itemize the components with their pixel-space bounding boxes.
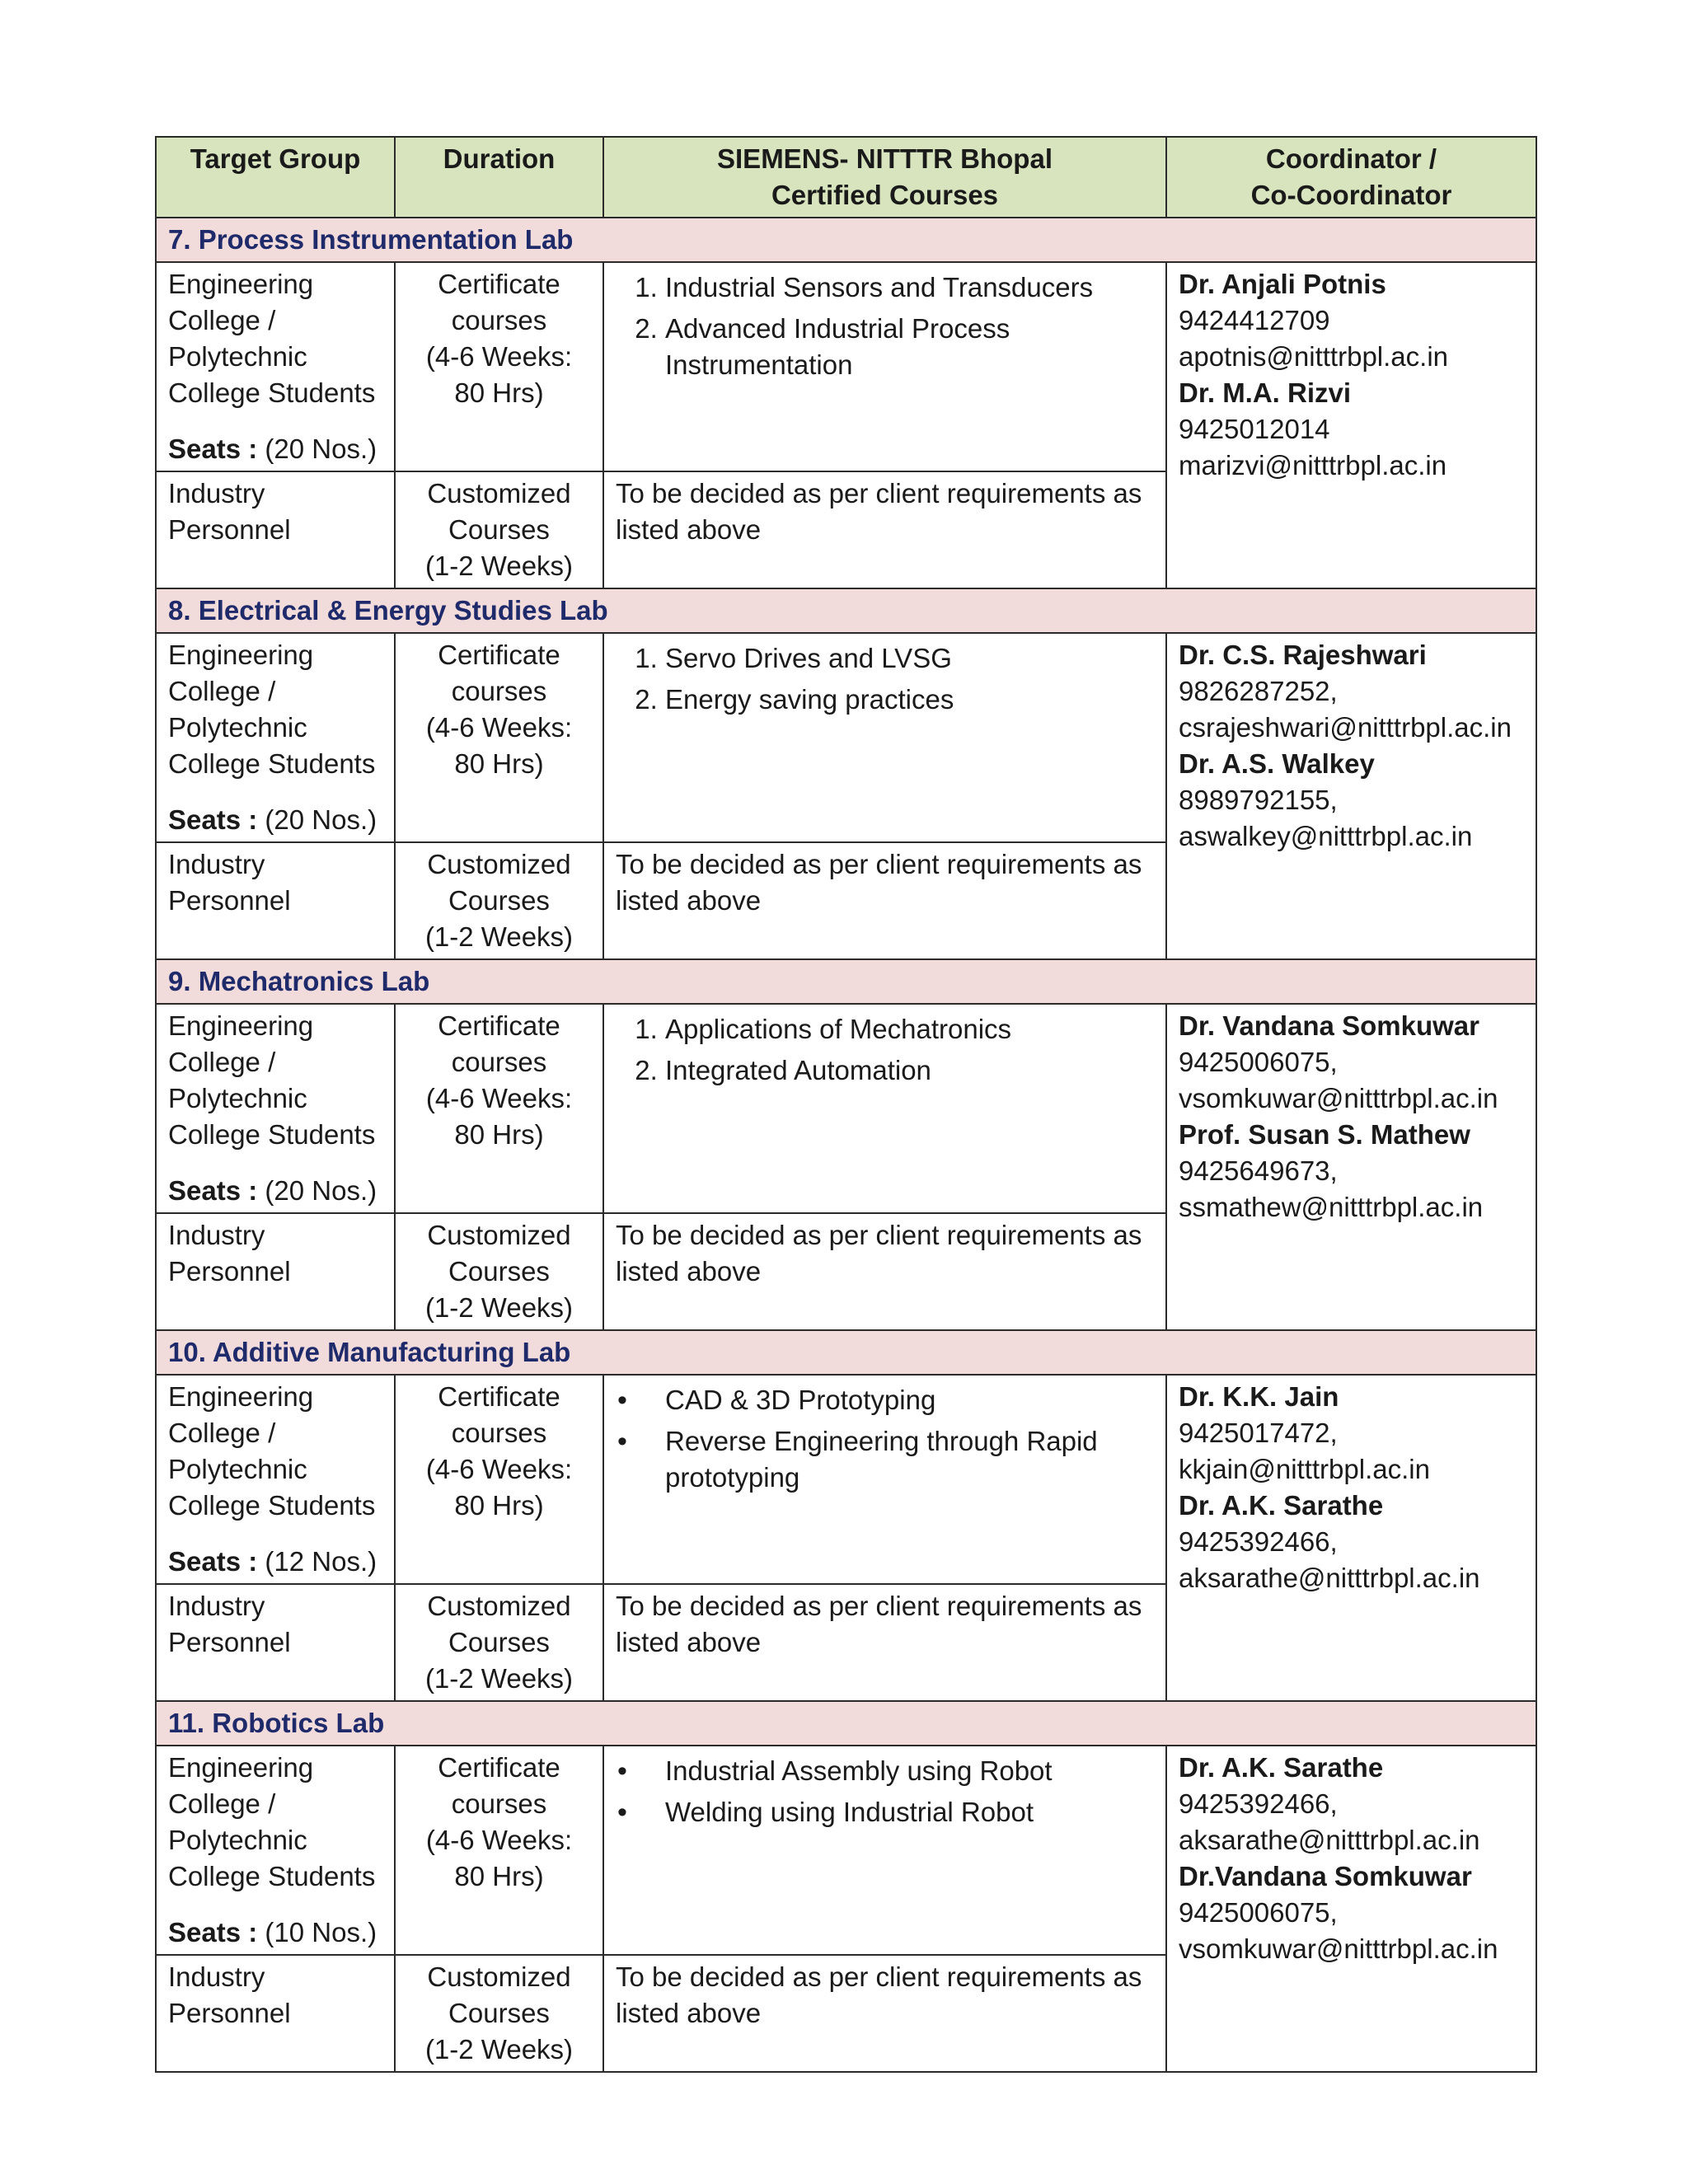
- coordinator-name: Dr. A.K. Sarathe: [1179, 1752, 1384, 1783]
- seats-label: Seats :: [168, 1175, 258, 1206]
- course-list: [616, 1382, 1154, 1496]
- duration-line: (1-2 Weeks): [424, 1663, 574, 1694]
- duration-line: 80 Hrs): [454, 377, 544, 408]
- duration-line: Customized: [427, 849, 571, 879]
- target-group-line: College /: [168, 1788, 276, 1819]
- table-row: [156, 633, 1536, 842]
- duration-cell: [395, 1213, 603, 1330]
- target-group-cell: [156, 633, 395, 842]
- section-title: 7. Process Instrumentation Lab: [156, 218, 1536, 262]
- seats-line: [168, 1915, 382, 1951]
- seats-line: [168, 802, 382, 838]
- course-item: 2. Advanced Industrial Process Instrumentation: [665, 311, 1154, 383]
- seats-value: (12 Nos.): [265, 1546, 377, 1577]
- target-group-cell: [156, 1746, 395, 1955]
- target-group-line: Industry: [168, 1591, 265, 1621]
- duration-cell: [395, 1004, 603, 1213]
- seats-label: Seats :: [168, 1917, 258, 1947]
- seats-value: (20 Nos.): [265, 1175, 377, 1206]
- table-header-row: [156, 137, 1536, 218]
- target-group-line: College /: [168, 676, 276, 706]
- duration-line: courses: [451, 1047, 547, 1077]
- courses-cell: [603, 262, 1166, 471]
- coordinator-cell: [1166, 1004, 1536, 1330]
- target-group-line: College Students: [168, 1119, 376, 1150]
- duration-line: Certificate: [438, 1381, 560, 1412]
- section-title-row: [156, 1330, 1536, 1375]
- duration-line: 80 Hrs): [454, 748, 544, 779]
- header-target-group: [156, 137, 395, 218]
- duration-line: (4-6 Weeks:: [425, 712, 573, 743]
- section-title: 8. Electrical & Energy Studies Lab: [156, 588, 1536, 633]
- courses-cell: [603, 1004, 1166, 1213]
- duration-line: Customized: [427, 1220, 571, 1250]
- coordinator-email[interactable]: apotnis@nitttrbpl.ac.in: [1179, 341, 1449, 372]
- duration-line: (1-2 Weeks): [424, 921, 574, 952]
- custom-course-text: To be decided as per client requirements as listed above: [603, 842, 1166, 959]
- target-group-cell: [156, 1584, 395, 1701]
- course-item: • Welding using Industrial Robot: [665, 1794, 1154, 1830]
- duration-line: Certificate: [438, 640, 560, 670]
- coordinator-phone: 9425392466,: [1179, 1788, 1338, 1819]
- coordinator-name: Dr. C.S. Rajeshwari: [1179, 640, 1427, 670]
- target-group-line: Industry: [168, 1961, 265, 1992]
- coordinator-cell: [1166, 262, 1536, 588]
- target-group-line: College /: [168, 305, 276, 335]
- target-group-line: College Students: [168, 1490, 376, 1521]
- custom-course-text: To be decided as per client requirements as listed above: [603, 1213, 1166, 1330]
- section-title-row: [156, 218, 1536, 262]
- course-item: 2. Integrated Automation: [665, 1052, 1154, 1089]
- target-group-line: Polytechnic: [168, 341, 307, 372]
- header-duration: [395, 137, 603, 218]
- coordinator-phone: 9425006075,: [1179, 1047, 1338, 1077]
- target-group-line: Personnel: [168, 1256, 291, 1286]
- coordinator-name: Dr. Vandana Somkuwar: [1179, 1010, 1479, 1041]
- duration-cell: [395, 1746, 603, 1955]
- coordinator-phone: 9424412709: [1179, 305, 1330, 335]
- duration-line: Courses: [448, 1627, 550, 1657]
- duration-line: (1-2 Weeks): [424, 551, 574, 581]
- target-group-line: College /: [168, 1047, 276, 1077]
- duration-cell: [395, 1584, 603, 1701]
- coordinator-email[interactable]: csrajeshwari@nitttrbpl.ac.in: [1179, 712, 1512, 743]
- header-coordinator-line2: Co-Coordinator: [1250, 180, 1452, 210]
- coordinator-cell: [1166, 633, 1536, 959]
- section-title-row: [156, 1701, 1536, 1746]
- duration-line: 80 Hrs): [454, 1119, 544, 1150]
- target-group-line: Polytechnic: [168, 712, 307, 743]
- courses-cell: [603, 633, 1166, 842]
- courses-table: [155, 136, 1537, 2073]
- seats-value: (20 Nos.): [265, 804, 377, 835]
- table-row: [156, 262, 1536, 471]
- header-courses-line1: SIEMENS- NITTTR Bhopal: [717, 143, 1053, 174]
- target-group-line: Personnel: [168, 1998, 291, 2028]
- section-title: 9. Mechatronics Lab: [156, 959, 1536, 1004]
- seats-label: Seats :: [168, 804, 258, 835]
- target-group-cell: [156, 1955, 395, 2072]
- coordinator-cell: [1166, 1375, 1536, 1701]
- duration-line: (1-2 Weeks): [424, 2034, 574, 2064]
- course-list: [616, 640, 1154, 718]
- duration-cell: [395, 471, 603, 588]
- duration-cell: [395, 633, 603, 842]
- coordinator-phone: 9425006075,: [1179, 1897, 1338, 1928]
- duration-cell: [395, 1955, 603, 2072]
- coordinator-email[interactable]: vsomkuwar@nitttrbpl.ac.in: [1179, 1083, 1498, 1113]
- target-group-cell: [156, 1004, 395, 1213]
- coordinator-phone: 9425017472,: [1179, 1418, 1338, 1448]
- header-duration-label: Duration: [443, 143, 556, 174]
- duration-line: courses: [451, 305, 547, 335]
- coordinator-email[interactable]: aksarathe@nitttrbpl.ac.in: [1179, 1825, 1480, 1855]
- section-title: 10. Additive Manufacturing Lab: [156, 1330, 1536, 1375]
- coordinator-phone: 9425392466,: [1179, 1526, 1338, 1557]
- coordinator-email[interactable]: vsomkuwar@nitttrbpl.ac.in: [1179, 1933, 1498, 1964]
- header-coordinator: [1166, 137, 1536, 218]
- target-group-line: Industry: [168, 1220, 265, 1250]
- coordinator-name: Dr.Vandana Somkuwar: [1179, 1861, 1472, 1891]
- duration-line: Customized: [427, 1961, 571, 1992]
- seats-label: Seats :: [168, 434, 258, 464]
- section-title-row: [156, 959, 1536, 1004]
- coordinator-name: Dr. Anjali Potnis: [1179, 269, 1386, 299]
- target-group-cell: [156, 471, 395, 588]
- course-list: [616, 1011, 1154, 1089]
- coordinator-name: Prof. Susan S. Mathew: [1179, 1119, 1470, 1150]
- coordinator-email[interactable]: aswalkey@nitttrbpl.ac.in: [1179, 821, 1473, 851]
- seats-line: [168, 1173, 382, 1209]
- target-group-line: Polytechnic: [168, 1825, 307, 1855]
- coordinator-email[interactable]: kkjain@nitttrbpl.ac.in: [1179, 1454, 1430, 1484]
- course-list: [616, 269, 1154, 383]
- coordinator-email[interactable]: aksarathe@nitttrbpl.ac.in: [1179, 1563, 1480, 1593]
- coordinator-phone: 9425649673,: [1179, 1155, 1338, 1186]
- target-group-cell: [156, 1375, 395, 1584]
- table-row: [156, 1375, 1536, 1584]
- target-group-line: College /: [168, 1418, 276, 1448]
- course-item: 1. Servo Drives and LVSG: [665, 640, 1154, 677]
- duration-cell: [395, 842, 603, 959]
- coordinator-email[interactable]: marizvi@nitttrbpl.ac.in: [1179, 450, 1447, 480]
- duration-line: Certificate: [438, 1752, 560, 1783]
- duration-line: (4-6 Weeks:: [425, 1454, 573, 1484]
- duration-cell: [395, 1375, 603, 1584]
- coordinator-email[interactable]: ssmathew@nitttrbpl.ac.in: [1179, 1192, 1484, 1222]
- target-group-line: Engineering: [168, 269, 314, 299]
- coordinator-name: Dr. K.K. Jain: [1179, 1381, 1339, 1412]
- course-item: • Industrial Assembly using Robot: [665, 1753, 1154, 1789]
- seats-value: (10 Nos.): [265, 1917, 377, 1947]
- duration-line: Courses: [448, 1998, 550, 2028]
- table-row: [156, 1004, 1536, 1213]
- duration-line: (4-6 Weeks:: [425, 1825, 573, 1855]
- target-group-line: Engineering: [168, 1010, 314, 1041]
- duration-line: Certificate: [438, 1010, 560, 1041]
- section-title-row: [156, 588, 1536, 633]
- duration-line: 80 Hrs): [454, 1861, 544, 1891]
- target-group-cell: [156, 1213, 395, 1330]
- header-target-group-label: Target Group: [190, 143, 361, 174]
- header-courses: [603, 137, 1166, 218]
- custom-course-text: To be decided as per client requirements as listed above: [603, 1955, 1166, 2072]
- header-courses-line2: Certified Courses: [771, 180, 999, 210]
- table-row: [156, 1746, 1536, 1955]
- target-group-line: Personnel: [168, 885, 291, 916]
- duration-line: (4-6 Weeks:: [425, 1083, 573, 1113]
- duration-line: Certificate: [438, 269, 560, 299]
- section-title: 11. Robotics Lab: [156, 1701, 1536, 1746]
- coordinator-name: Dr. A.K. Sarathe: [1179, 1490, 1384, 1521]
- target-group-line: Polytechnic: [168, 1454, 307, 1484]
- target-group-line: Engineering: [168, 1752, 314, 1783]
- duration-line: (4-6 Weeks:: [425, 341, 573, 372]
- target-group-line: Industry: [168, 478, 265, 509]
- header-coordinator-line1: Coordinator /: [1265, 143, 1437, 174]
- coordinator-name: Dr. M.A. Rizvi: [1179, 377, 1352, 408]
- table-body: [156, 218, 1536, 2072]
- course-list: [616, 1753, 1154, 1830]
- seats-value: (20 Nos.): [265, 434, 377, 464]
- custom-course-text: To be decided as per client requirements as listed above: [603, 471, 1166, 588]
- target-group-cell: [156, 842, 395, 959]
- course-item: 1. Industrial Sensors and Transducers: [665, 269, 1154, 306]
- duration-line: courses: [451, 1788, 547, 1819]
- target-group-line: College Students: [168, 748, 376, 779]
- target-group-line: Industry: [168, 849, 265, 879]
- target-group-line: Polytechnic: [168, 1083, 307, 1113]
- course-item: • CAD & 3D Prototyping: [665, 1382, 1154, 1418]
- coordinator-phone: 8989792155,: [1179, 785, 1338, 815]
- duration-line: Customized: [427, 1591, 571, 1621]
- coordinator-cell: [1166, 1746, 1536, 2072]
- seats-line: [168, 1544, 382, 1580]
- duration-cell: [395, 262, 603, 471]
- course-item: 2. Energy saving practices: [665, 682, 1154, 718]
- course-item: • Reverse Engineering through Rapid prototyping: [665, 1423, 1154, 1496]
- duration-line: courses: [451, 676, 547, 706]
- duration-line: (1-2 Weeks): [424, 1292, 574, 1323]
- coordinator-phone: 9826287252,: [1179, 676, 1338, 706]
- duration-line: Courses: [448, 1256, 550, 1286]
- target-group-cell: [156, 262, 395, 471]
- courses-cell: [603, 1746, 1166, 1955]
- target-group-line: College Students: [168, 1861, 376, 1891]
- target-group-line: Engineering: [168, 640, 314, 670]
- coordinator-phone: 9425012014: [1179, 414, 1330, 444]
- duration-line: Courses: [448, 885, 550, 916]
- seats-line: [168, 431, 382, 467]
- duration-line: Customized: [427, 478, 571, 509]
- target-group-line: Personnel: [168, 514, 291, 545]
- duration-line: 80 Hrs): [454, 1490, 544, 1521]
- target-group-line: Personnel: [168, 1627, 291, 1657]
- duration-line: Courses: [448, 514, 550, 545]
- courses-cell: [603, 1375, 1166, 1584]
- seats-label: Seats :: [168, 1546, 258, 1577]
- coordinator-name: Dr. A.S. Walkey: [1179, 748, 1375, 779]
- target-group-line: Engineering: [168, 1381, 314, 1412]
- custom-course-text: To be decided as per client requirements as listed above: [603, 1584, 1166, 1701]
- target-group-line: College Students: [168, 377, 376, 408]
- course-item: 1. Applications of Mechatronics: [665, 1011, 1154, 1047]
- duration-line: courses: [451, 1418, 547, 1448]
